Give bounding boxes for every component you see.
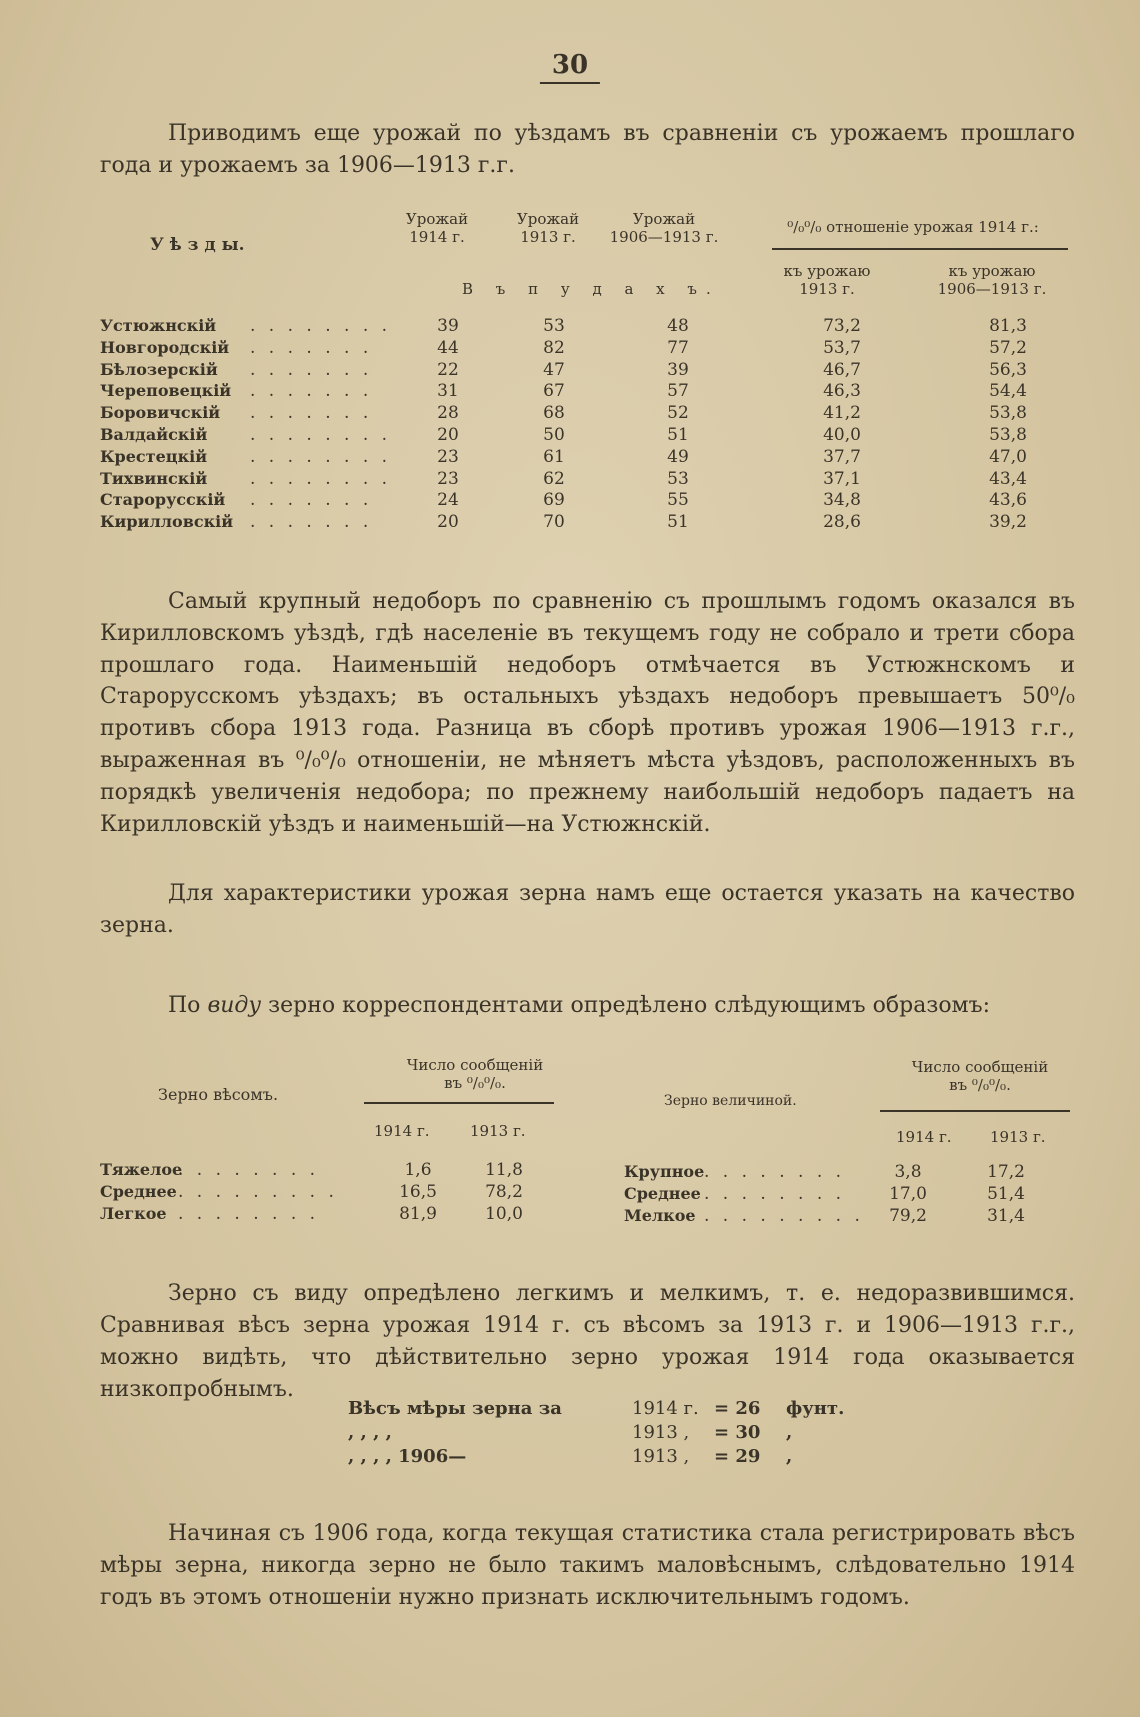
value-1913: 78,2	[485, 1182, 523, 1202]
yield-1906: 48	[667, 316, 689, 336]
yield-1913: 69	[543, 490, 565, 511]
yield-1906: 51	[667, 425, 689, 445]
units-header: В ъ п у д а х ъ.	[462, 280, 720, 298]
right-count-header: Число сообщеній въ ⁰/₀⁰/₀.	[911, 1058, 1049, 1094]
yield-1913: 47	[543, 359, 565, 380]
right-title: Зерно величиной.	[664, 1093, 797, 1109]
grain-category: Легкое	[100, 1204, 167, 1223]
pct-header-rule	[772, 248, 1068, 250]
paragraph-4: По виду зерно корреспондентами опредѣлено слѣдующимъ образомъ:	[168, 993, 991, 1018]
pct-1913-header: къ урожаю 1913 г.	[783, 262, 871, 298]
yield-1906: 53	[667, 468, 689, 489]
pct-1906: 47,0	[989, 446, 1027, 467]
uezd-name: Устюжнскій	[100, 316, 217, 335]
yield-1906: 77	[667, 337, 689, 358]
yield-1914: 28	[437, 403, 459, 424]
yield-1913: 70	[543, 512, 565, 533]
yield-1906: 51	[667, 512, 689, 533]
leader-dots: . . . . . . . .	[178, 1160, 320, 1180]
pct-1906: 53,8	[989, 425, 1027, 445]
leader-dots: . . . . . . .	[250, 512, 373, 533]
pct-1906: 54,4	[989, 381, 1027, 402]
pct-1906: 81,3	[989, 316, 1027, 336]
yield-1913: 62	[543, 468, 565, 489]
value-1914: 79,2	[889, 1206, 927, 1226]
grain-category: Среднее	[100, 1182, 177, 1201]
yield-1914: 24	[437, 490, 459, 511]
yield-1906: 39	[667, 359, 689, 380]
pct-1913: 34,8	[823, 490, 861, 511]
pct-1906: 53,8	[989, 403, 1027, 424]
weight-unit: фунт.	[786, 1398, 845, 1419]
value-1914: 1,6	[404, 1160, 432, 1180]
grain-category: Крупное	[624, 1162, 705, 1181]
weight-year: 1913 ,	[632, 1446, 690, 1467]
yield-1914: 22	[437, 359, 459, 380]
leader-dots: . . . . . . .	[250, 337, 373, 358]
yield-1914: 44	[437, 337, 459, 358]
value-1914: 3,8	[894, 1162, 922, 1182]
pct-1906: 56,3	[989, 359, 1027, 380]
grain-category: Среднее	[624, 1184, 701, 1203]
yield-1913: 61	[543, 446, 565, 467]
yield-1913: 67	[543, 381, 565, 402]
pct-1913: 37,7	[823, 446, 861, 467]
leader-dots: . . . . . . . .	[250, 316, 392, 336]
value-1913: 10,0	[485, 1204, 523, 1224]
yield-1913: 82	[543, 337, 565, 358]
leader-dots: . . . . . . . .	[250, 446, 392, 467]
pct-header: ⁰/₀⁰/₀ отношеніе урожая 1914 г.:	[787, 218, 1039, 236]
uezd-name: Валдайскій	[100, 425, 208, 444]
uezd-name: Кирилловскій	[100, 512, 234, 532]
pct-1906: 39,2	[989, 512, 1027, 533]
weight-year: 1914 г.	[632, 1398, 699, 1419]
left-1913-header: 1913 г.	[470, 1122, 526, 1140]
value-1914: 16,5	[399, 1182, 437, 1202]
leader-dots: . . . . . . . . .	[178, 1182, 338, 1202]
uezd-name: Бѣлозерскій	[100, 359, 218, 379]
intro-paragraph: Приводимъ еще урожай по уѣздамъ въ сравненіи съ урожаемъ прошлаго года и урожаемъ за 1906—1913 г.г.	[100, 121, 1075, 178]
grain-category: Тяжелое	[100, 1160, 183, 1179]
yield-1914: 31	[437, 381, 459, 402]
value-1914: 81,9	[399, 1204, 437, 1224]
value-1913: 11,8	[485, 1160, 523, 1180]
weight-label: , , , , 1906—	[348, 1446, 467, 1467]
left-count-header: Число сообщеній въ ⁰/₀⁰/₀.	[406, 1056, 544, 1092]
pct-1913: 37,1	[823, 468, 861, 489]
yield-1906: 57	[667, 381, 689, 402]
value-1913: 17,2	[987, 1162, 1025, 1182]
pct-1913: 28,6	[823, 512, 861, 533]
pct-1913: 53,7	[823, 337, 861, 358]
leader-dots: . . . . . . .	[250, 359, 373, 380]
right-1914-header: 1914 г.	[896, 1128, 952, 1146]
weight-value: = 30	[714, 1422, 761, 1443]
yield-1914: 23	[437, 446, 459, 467]
paragraph-2: Самый крупный недоборъ по сравненію съ прошлымъ годомъ оказался въ Кирилловскомъ уѣздѣ, гдѣ населеніе въ текущемъ году не собрало и трети сбора прошлаго года. Наименьшій недоборъ отмѣчается въ Устюжнскомъ и Старорусскомъ уѣздахъ; въ остальныхъ уѣздахъ недоборъ превышаетъ 50⁰/₀ противъ сбора 1913 года. Разница въ сборѣ противъ урожая 1906—1913 г.г., выраженная въ ⁰/₀⁰/₀ отношеніи, не мѣняетъ мѣста уѣздовъ, расположенныхъ въ порядкѣ увеличенія недобора; по прежнему наибольшій недоборъ падаетъ на Кирилловскій уѣздъ и наименьшій—на Устюжнскій.	[100, 589, 1075, 837]
col-1914-header: Урожай 1914 г.	[405, 210, 469, 246]
leader-dots: . . . . . . . .	[250, 468, 392, 489]
leader-dots: . . . . . . . . .	[704, 1206, 864, 1226]
pct-1906: 43,4	[989, 468, 1027, 489]
weight-label: Вѣсъ мѣры зерна за	[348, 1398, 562, 1419]
right-count-rule	[880, 1110, 1070, 1112]
left-title: Зерно вѣсомъ.	[158, 1085, 279, 1104]
pct-1913: 73,2	[823, 316, 861, 336]
value-1913: 31,4	[987, 1206, 1025, 1226]
yield-1906: 49	[667, 446, 689, 467]
col-1906-header: Урожай 1906—1913 г.	[609, 210, 719, 246]
paragraph-5: Зерно съ виду опредѣлено легкимъ и мелкимъ, т. е. недоразвившимся. Сравнивая вѣсъ зерна урожая 1914 г. съ вѣсомъ за 1913 г. и 1906—1913 г.г., можно видѣть, что дѣйствительно зерно урожая 1914 года оказывается низкопробнымъ.	[100, 1281, 1075, 1402]
pct-1906-header: къ урожаю 1906—1913 г.	[937, 262, 1047, 298]
yield-1913: 50	[543, 425, 565, 445]
leader-dots: . . . . . . .	[250, 381, 373, 402]
weight-unit: ,	[786, 1422, 793, 1443]
value-1914: 17,0	[889, 1184, 927, 1204]
yield-1906: 52	[667, 403, 689, 424]
leader-dots: . . . . . . . .	[704, 1184, 846, 1204]
pct-1913: 41,2	[823, 403, 861, 424]
uezd-name: Старорусскій	[100, 490, 226, 510]
value-1913: 51,4	[987, 1184, 1025, 1204]
weight-value: = 29	[714, 1446, 761, 1467]
leader-dots: . . . . . . . .	[704, 1162, 846, 1182]
leader-dots: . . . . . . . .	[250, 425, 392, 445]
uezd-name: Тихвинскій	[100, 468, 208, 488]
uezd-name: Боровичскій	[100, 403, 221, 423]
pct-1906: 57,2	[989, 337, 1027, 358]
yield-1914: 20	[437, 425, 459, 445]
right-1913-header: 1913 г.	[990, 1128, 1046, 1146]
pct-1913: 46,7	[823, 359, 861, 380]
yield-1914: 20	[437, 512, 459, 533]
pct-1906: 43,6	[989, 490, 1027, 511]
pct-1913: 46,3	[823, 381, 861, 402]
yield-1913: 68	[543, 403, 565, 424]
paragraph-6: Начиная съ 1906 года, когда текущая статистика стала регистрировать вѣсъ мѣры зерна, никогда зерно не было такимъ маловѣснымъ, слѣдовательно 1914 годъ въ этомъ отношеніи нужно признать исключительнымъ годомъ.	[100, 1521, 1075, 1610]
col-1913-header: Урожай 1913 г.	[516, 210, 580, 246]
leader-dots: . . . . . . .	[250, 403, 373, 424]
pct-1913: 40,0	[823, 425, 861, 445]
page-number: 30	[540, 50, 600, 84]
left-count-rule	[364, 1102, 554, 1104]
weight-label: , , , ,	[348, 1422, 392, 1443]
leader-dots: . . . . . . . .	[178, 1204, 320, 1224]
weight-unit: ,	[786, 1446, 793, 1467]
yield-1914: 23	[437, 468, 459, 489]
grain-category: Мелкое	[624, 1206, 696, 1225]
uezd-header: У ѣ з д ы.	[150, 235, 245, 255]
yield-1906: 55	[667, 490, 689, 511]
yield-1913: 53	[543, 316, 565, 336]
uezd-name: Крестецкій	[100, 446, 208, 466]
uezd-name: Череповецкій	[100, 381, 232, 401]
uezd-name: Новгородскій	[100, 337, 230, 357]
paragraph-3: Для характеристики урожая зерна намъ еще остается указать на качество зерна.	[100, 881, 1075, 938]
left-1914-header: 1914 г.	[374, 1122, 430, 1140]
leader-dots: . . . . . . .	[250, 490, 373, 511]
weight-value: = 26	[714, 1398, 761, 1419]
weight-year: 1913 ,	[632, 1422, 690, 1443]
yield-1914: 39	[437, 316, 459, 336]
